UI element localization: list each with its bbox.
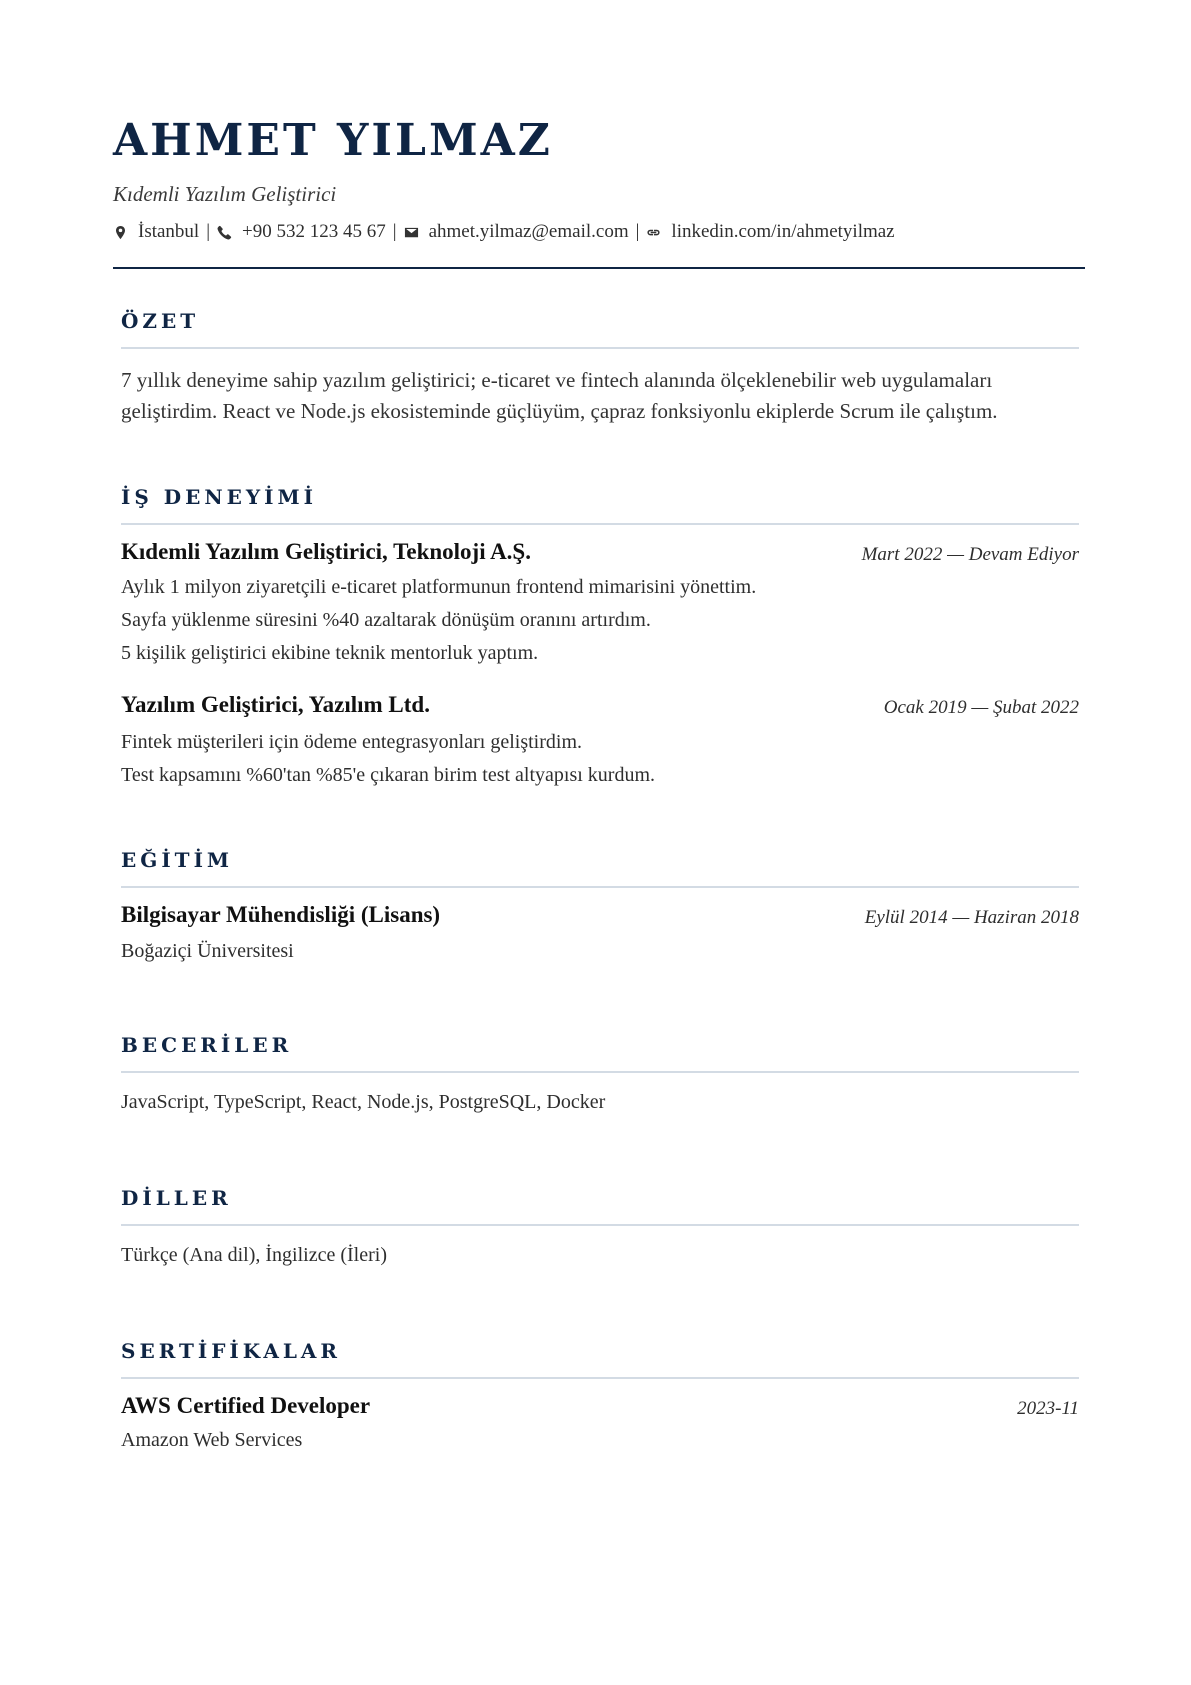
education-heading: EĞİTİM xyxy=(121,848,234,873)
education-entry xyxy=(121,902,1079,963)
section-divider xyxy=(121,347,1079,349)
experience-bullet: Fintek müşterileri için ödeme entegrasyonları geliştirdim. xyxy=(121,731,582,754)
experience-bullet: Aylık 1 milyon ziyaretçili e-ticaret platformunun frontend mimarisini yönettim. xyxy=(121,576,757,599)
experience-bullets xyxy=(121,571,761,670)
languages-heading: DİLLER xyxy=(121,1186,232,1211)
section-divider xyxy=(121,886,1079,888)
section-divider xyxy=(121,1224,1079,1226)
experience-role: Kıdemli Yazılım Geliştirici, Teknoloji A.Ş. xyxy=(121,539,531,565)
phone-text: +90 532 123 45 67 xyxy=(242,221,386,243)
section-divider xyxy=(121,1377,1079,1379)
experience-entry xyxy=(121,692,1079,792)
experience-heading: İŞ DENEYİMİ xyxy=(121,485,318,510)
languages-section xyxy=(121,1186,1079,1267)
education-degree: Bilgisayar Mühendisliği (Lisans) xyxy=(121,902,441,928)
envelope-icon xyxy=(404,225,419,240)
education-school: Boğaziçi Üniversitesi xyxy=(121,940,294,963)
location-pin-icon xyxy=(113,225,128,240)
experience-entry xyxy=(121,539,1079,670)
summary-heading: ÖZET xyxy=(121,309,200,334)
section-divider xyxy=(121,1071,1079,1073)
experience-bullet: 5 kişilik geliştirici ekibine teknik mentorluk yaptım. xyxy=(121,642,539,665)
experience-section xyxy=(121,485,1079,792)
certificate-date: 2023-11 xyxy=(1017,1398,1079,1420)
contact-phone xyxy=(217,221,386,243)
contact-location xyxy=(113,221,199,243)
skills-section xyxy=(121,1033,1079,1114)
education-date: Eylül 2014 — Haziran 2018 xyxy=(864,907,1079,929)
experience-bullet: Test kapsamını %60'tan %85'e çıkaran birim test altyapısı kurdum. xyxy=(121,764,656,787)
link-icon xyxy=(646,225,661,240)
certificate-name: AWS Certified Developer xyxy=(121,1393,371,1419)
phone-icon xyxy=(217,225,232,240)
certificates-section xyxy=(121,1339,1079,1452)
contact-separator: | xyxy=(635,221,640,243)
candidate-title: Kıdemli Yazılım Geliştirici xyxy=(113,182,337,207)
linkedin-text[interactable]: linkedin.com/in/ahmetyilmaz xyxy=(671,221,895,243)
experience-bullets xyxy=(121,726,881,792)
experience-bullet: Sayfa yüklenme süresini %40 azaltarak dönüşüm oranını artırdım. xyxy=(121,609,651,632)
contact-email[interactable] xyxy=(404,221,629,243)
certificate-issuer: Amazon Web Services xyxy=(121,1429,303,1452)
certificate-entry xyxy=(121,1393,1079,1452)
education-section xyxy=(121,848,1079,963)
certificates-heading: SERTİFİKALAR xyxy=(121,1339,342,1364)
contact-separator: | xyxy=(392,221,397,243)
skills-text: JavaScript, TypeScript, React, Node.js, PostgreSQL, Docker xyxy=(121,1091,606,1114)
candidate-name: AHMET YILMAZ xyxy=(113,115,553,166)
email-text[interactable]: ahmet.yilmaz@email.com xyxy=(428,221,629,243)
contact-line xyxy=(113,221,1085,243)
experience-date: Mart 2022 — Devam Ediyor xyxy=(861,544,1079,566)
contact-linkedin[interactable] xyxy=(646,221,894,243)
skills-heading: BECERİLER xyxy=(121,1033,293,1058)
summary-section xyxy=(121,309,1079,427)
experience-role: Yazılım Geliştirici, Yazılım Ltd. xyxy=(121,692,430,718)
header-divider xyxy=(113,267,1085,269)
section-divider xyxy=(121,523,1079,525)
languages-text: Türkçe (Ana dil), İngilizce (İleri) xyxy=(121,1244,387,1267)
contact-separator: | xyxy=(206,221,211,243)
summary-text: 7 yıllık deneyime sahip yazılım geliştirici; e-ticaret ve fintech alanında ölçeklenebilir web uygulamaları geliştirdim. React ve Node.js ekosisteminde güçlüyüm, çapraz fonksiyonlu ekiplerde Scrum ile çalıştım. xyxy=(121,368,998,424)
location-text: İstanbul xyxy=(138,221,200,243)
experience-date: Ocak 2019 — Şubat 2022 xyxy=(883,697,1079,719)
